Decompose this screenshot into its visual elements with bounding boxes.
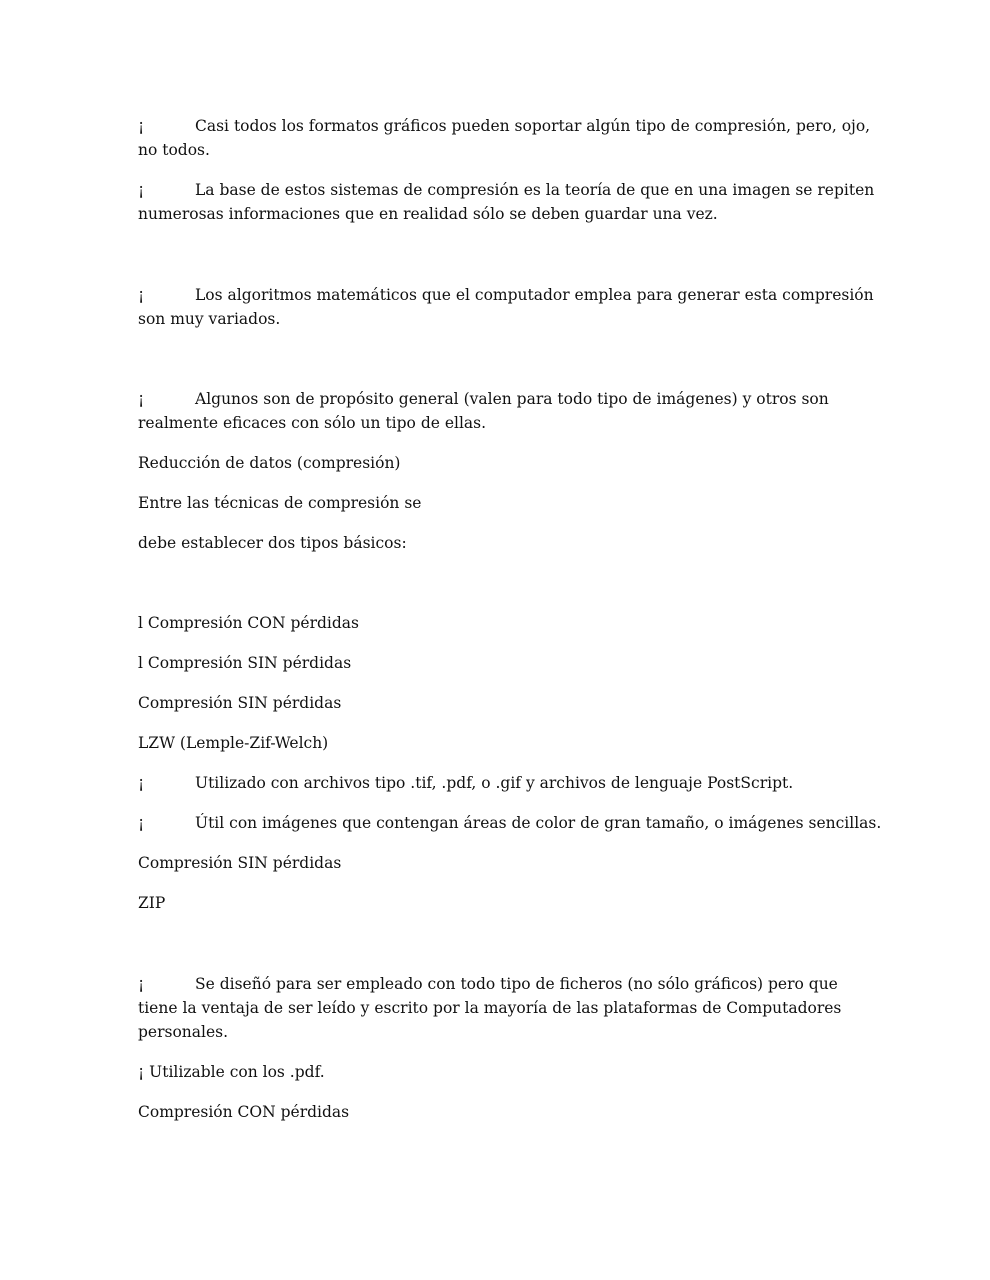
paragraph-proposito (138, 387, 853, 435)
heading-zip: ZIP (138, 894, 166, 912)
paragraph-line: no todos. (138, 141, 210, 159)
bullet-zip-pdf: ¡ Utilizable con los .pdf. (138, 1063, 325, 1081)
heading-sin-perdidas-zip: Compresión SIN pérdidas (138, 854, 342, 872)
text-entre-tecnicas: Entre las técnicas de compresión se (138, 494, 422, 512)
paragraph-line: tiene la ventaja de ser leído y escrito por la mayoría de las plataformas de Computadores (138, 999, 842, 1017)
paragraph-algoritmos (138, 283, 874, 331)
text-debe-establecer: debe establecer dos tipos básicos: (138, 534, 407, 552)
paragraph-line: son muy variados. (138, 310, 281, 328)
list-item-sin-perdidas: l Compresión SIN pérdidas (138, 654, 352, 672)
bullet-glyph: ¡ (138, 390, 145, 408)
heading-sin-perdidas: Compresión SIN pérdidas (138, 694, 342, 712)
bullet-lzw-imagenes: ¡ Útil con imágenes que contengan áreas de color de gran tamaño, o imágenes sencillas. (138, 811, 853, 835)
bullet-glyph: ¡ (138, 181, 145, 199)
paragraph-line: ¡ Algunos son de propósito general (valen para todo tipo de imágenes) y otros son (138, 387, 853, 411)
paragraph-line: ¡ Se diseñó para ser empleado con todo tipo de ficheros (no sólo gráficos) pero que (138, 972, 853, 996)
paragraph-line: ¡ Casi todos los formatos gráficos pueden soportar algún tipo de compresión, pero, ojo, (138, 114, 853, 138)
paragraph-line: personales. (138, 1023, 229, 1041)
paragraph-line: ¡ Los algoritmos matemáticos que el computador emplea para generar esta compresión (138, 283, 853, 307)
bullet-glyph: ¡ (138, 286, 145, 304)
paragraph-formatos (138, 114, 871, 162)
heading-reduccion: Reducción de datos (compresión) (138, 454, 401, 472)
heading-con-perdidas: Compresión CON pérdidas (138, 1103, 350, 1121)
bullet-glyph: ¡ (138, 814, 145, 832)
heading-lzw: LZW (Lemple-Zif-Welch) (138, 734, 329, 752)
paragraph-line: ¡ La base de estos sistemas de compresión es la teoría de que en una imagen se repiten (138, 178, 853, 202)
bullet-glyph: ¡ (138, 975, 145, 993)
paragraph-line: realmente eficaces con sólo un tipo de ellas. (138, 414, 487, 432)
paragraph-line: numerosas informaciones que en realidad sólo se deben guardar una vez. (138, 205, 718, 223)
bullet-lzw-archivos: ¡ Utilizado con archivos tipo .tif, .pdf, o .gif y archivos de lenguaje PostScript. (138, 771, 853, 795)
paragraph-base-sistemas (138, 178, 875, 226)
paragraph-zip-diseno (138, 972, 853, 1044)
bullet-glyph: ¡ (138, 117, 145, 135)
list-item-con-perdidas: l Compresión CON pérdidas (138, 614, 359, 632)
bullet-glyph: ¡ (138, 774, 145, 792)
